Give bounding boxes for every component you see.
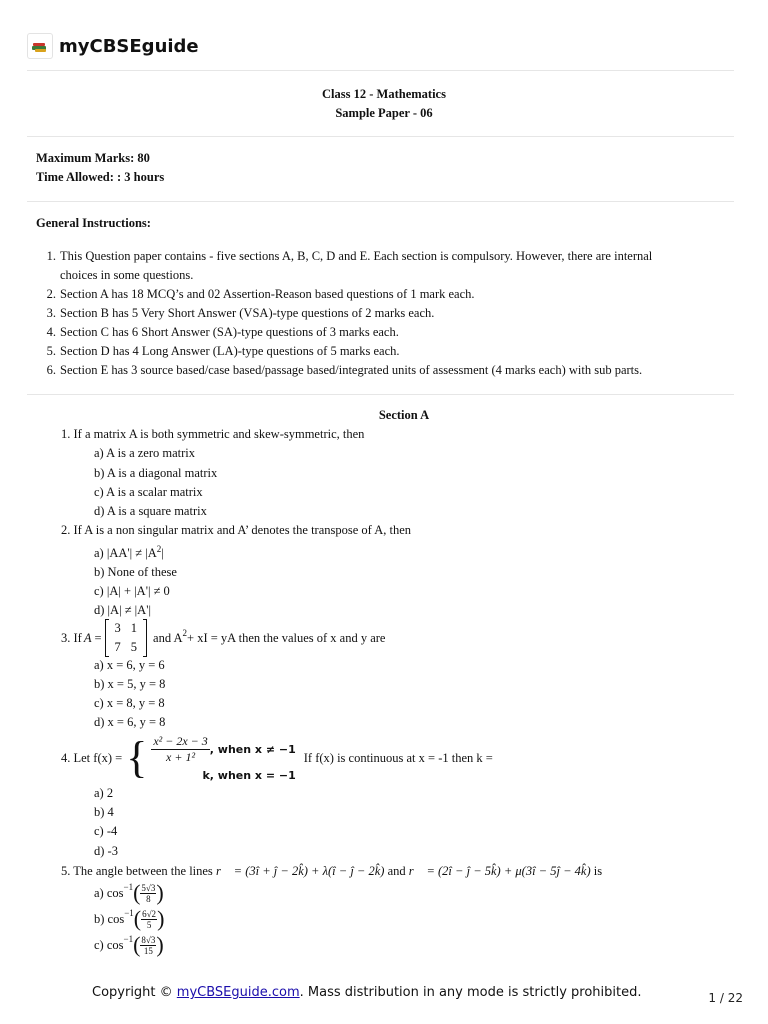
- q3-option-b: b) x = 5, y = 8: [94, 677, 166, 691]
- piecewise-cases: x² − 2x − 3 x + 1² , when x ≠ −1 k, when x = −1: [153, 734, 296, 782]
- q1-option-b: b) A is a diagonal matrix: [94, 466, 218, 480]
- q5-option-c: c) cos $^{-1}$ ( $\frac{8√3}{15}$ ): [94, 932, 164, 957]
- q2-option-b: b) None of these: [94, 565, 177, 579]
- instruction-item: 5. Section D has 4 Long Answer (LA)-type questions of 5 marks each.: [46, 344, 400, 358]
- q5-option-b: b) cos $^{-1}$ ( $\frac{6√2}{5}$ ): [94, 906, 165, 931]
- q1-option-a: a) A is a zero matrix: [94, 446, 196, 460]
- question-3: 3. If A = 3 1 7 5 and A $^2$ + xI = yA then the values of x and y are: [61, 620, 385, 656]
- q4-option-b: b) 4: [94, 805, 114, 819]
- paper-title-line1: Class 12 - Mathematics: [322, 87, 446, 101]
- page-number: 1 / 22: [708, 991, 743, 1005]
- site-header: [27, 30, 199, 62]
- instruction-item: 3. Section B has 5 Very Short Answer (VSA)-type questions of 2 marks each.: [46, 306, 435, 320]
- q3-option-d: d) x = 6, y = 8: [94, 715, 166, 729]
- paper-title-line2: Sample Paper - 06: [335, 106, 433, 120]
- copyright-footer: Copyright © myCBSEguide.com. Mass distribution in any mode is strictly prohibited.: [92, 985, 642, 1000]
- q3-option-c: c) x = 8, y = 8: [94, 696, 165, 710]
- time-allowed: Time Allowed: : 3 hours: [36, 170, 165, 184]
- q2-option-a: a) $|AA'| \ne |A^2|$: [94, 544, 164, 561]
- divider: [27, 136, 734, 137]
- q1-option-c: c) A is a scalar matrix: [94, 485, 203, 499]
- q1-option-d: d) A is a square matrix: [94, 504, 207, 518]
- q5-option-a: a) cos $^{-1}$ ( $\frac{5√3}{8}$ ): [94, 880, 164, 905]
- q3-option-a: a) x = 6, y = 6: [94, 658, 165, 672]
- question-1: 1. If a matrix A is both symmetric and skew-symmetric, then: [61, 427, 365, 441]
- instruction-item: 4. Section C has 6 Short Answer (SA)-type questions of 3 marks each.: [46, 325, 399, 339]
- instructions-heading: General Instructions:: [36, 216, 151, 230]
- brand-name: myCBSEguide: [59, 35, 199, 57]
- divider: [27, 201, 734, 202]
- max-marks: Maximum Marks: 80: [36, 151, 150, 165]
- section-title: Section A: [378, 408, 430, 422]
- matrix-A: 3 1 7 5: [105, 619, 148, 657]
- question-4: 4. Let f(x) = { x² − 2x − 3 x + 1² , when x ≠ −1 k, when x = −1 If f(x) is continuous at x = -1 then k =: [61, 733, 493, 782]
- instruction-item: 1. This Question paper contains - five sections A, B, C, D and E. Each section is compulsory. However, there are internal choices in some questions.: [46, 249, 653, 282]
- left-brace: {: [126, 733, 148, 782]
- q2-option-d: d) |A| ≠ |A'|: [94, 603, 151, 617]
- divider: [27, 394, 734, 395]
- site-link[interactable]: myCBSEguide.com: [176, 985, 300, 1000]
- q2-option-c: c) |A| + |A'| ≠ 0: [94, 584, 170, 598]
- q4-option-d: d) -3: [94, 844, 118, 858]
- question-2: 2. If A is a non singular matrix and A’ denotes the transpose of A, then: [61, 523, 412, 537]
- instruction-item: 6. Section E has 3 source based/case based/passage based/integrated units of assessment (4 marks each) with sub parts.: [46, 363, 643, 377]
- logo-icon: [27, 33, 53, 59]
- instruction-item: 2. Section A has 18 MCQ’s and 02 Assertion-Reason based questions of 1 mark each.: [46, 287, 475, 301]
- question-5: 5. The angle between the lines r⃗ = (3î + ĵ − 2k̂) + λ(î − ĵ − 2k̂) and r⃗ = (2î − ĵ − 5k̂) + μ(3î − 5ĵ − 4k̂) is: [61, 864, 603, 878]
- divider: [27, 70, 734, 71]
- instructions-list: [36, 247, 716, 380]
- q4-option-c: c) -4: [94, 824, 118, 838]
- q4-option-a: a) 2: [94, 786, 114, 800]
